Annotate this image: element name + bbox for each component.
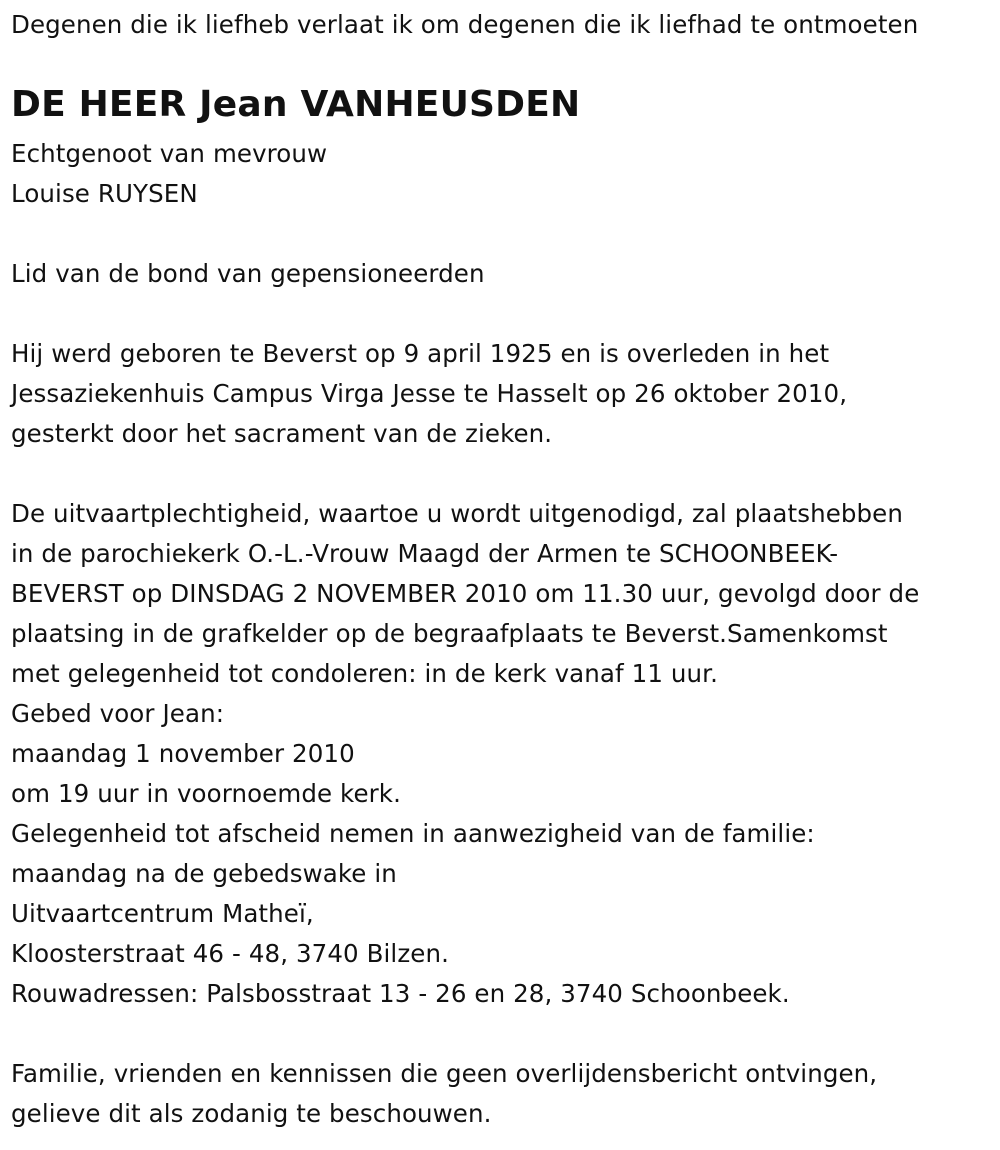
paragraph-line: maandag 1 november 2010 xyxy=(11,739,355,768)
paragraph-line: Gelegenheid tot afscheid nemen in aanwezigheid van de familie: xyxy=(11,819,815,848)
paragraph-line: om 19 uur in voornoemde kerk. xyxy=(11,779,401,808)
paragraph-line: in de parochiekerk O.-L.-Vrouw Maagd der Armen te SCHOONBEEK- xyxy=(11,539,839,568)
paragraph-line: gesterkt door het sacrament van de zieken. xyxy=(11,419,553,448)
paragraph-line: met gelegenheid tot condoleren: in de kerk vanaf 11 uur. xyxy=(11,659,718,688)
spouse-line: Louise RUYSEN xyxy=(11,179,198,208)
paragraph-line: Jessaziekenhuis Campus Virga Jesse te Hasselt op 26 oktober 2010, xyxy=(11,379,848,408)
paragraph-line: plaatsing in de grafkelder op de begraafplaats te Beverst.Samenkomst xyxy=(11,619,888,648)
paragraph-line: BEVERST op DINSDAG 2 NOVEMBER 2010 om 11.30 uur, gevolgd door de xyxy=(11,579,920,608)
paragraph-line: Hij werd geboren te Beverst op 9 april 1925 en is overleden in het xyxy=(11,339,830,368)
membership-line: Lid van de bond van gepensioneerden xyxy=(11,259,485,288)
paragraph-line: Kloosterstraat 46 - 48, 3740 Bilzen. xyxy=(11,939,449,968)
paragraph-line: Gebed voor Jean: xyxy=(11,699,225,728)
paragraph-line: maandag na de gebedswake in xyxy=(11,859,397,888)
paragraph-line: gelieve dit als zodanig te beschouwen. xyxy=(11,1099,492,1128)
birth-death-paragraph xyxy=(11,334,847,454)
paragraph-line: De uitvaartplechtigheid, waartoe u wordt uitgenodigd, zal plaatshebben xyxy=(11,499,903,528)
paragraph-line: Uitvaartcentrum Matheï, xyxy=(11,899,314,928)
spouse-line: Echtgenoot van mevrouw xyxy=(11,139,328,168)
notice-paragraph xyxy=(11,1054,877,1134)
deceased-name: DE HEER Jean VANHEUSDEN xyxy=(11,84,581,125)
membership-block xyxy=(11,254,485,294)
motto-quote: Degenen die ik liefheb verlaat ik om degenen die ik liefhad te ontmoeten xyxy=(11,10,919,39)
funeral-paragraph xyxy=(11,494,919,1014)
paragraph-line: Familie, vrienden en kennissen die geen overlijdensbericht ontvingen, xyxy=(11,1059,878,1088)
paragraph-line: Rouwadressen: Palsbosstraat 13 - 26 en 28, 3740 Schoonbeek. xyxy=(11,979,790,1008)
spouse-block xyxy=(11,134,327,214)
